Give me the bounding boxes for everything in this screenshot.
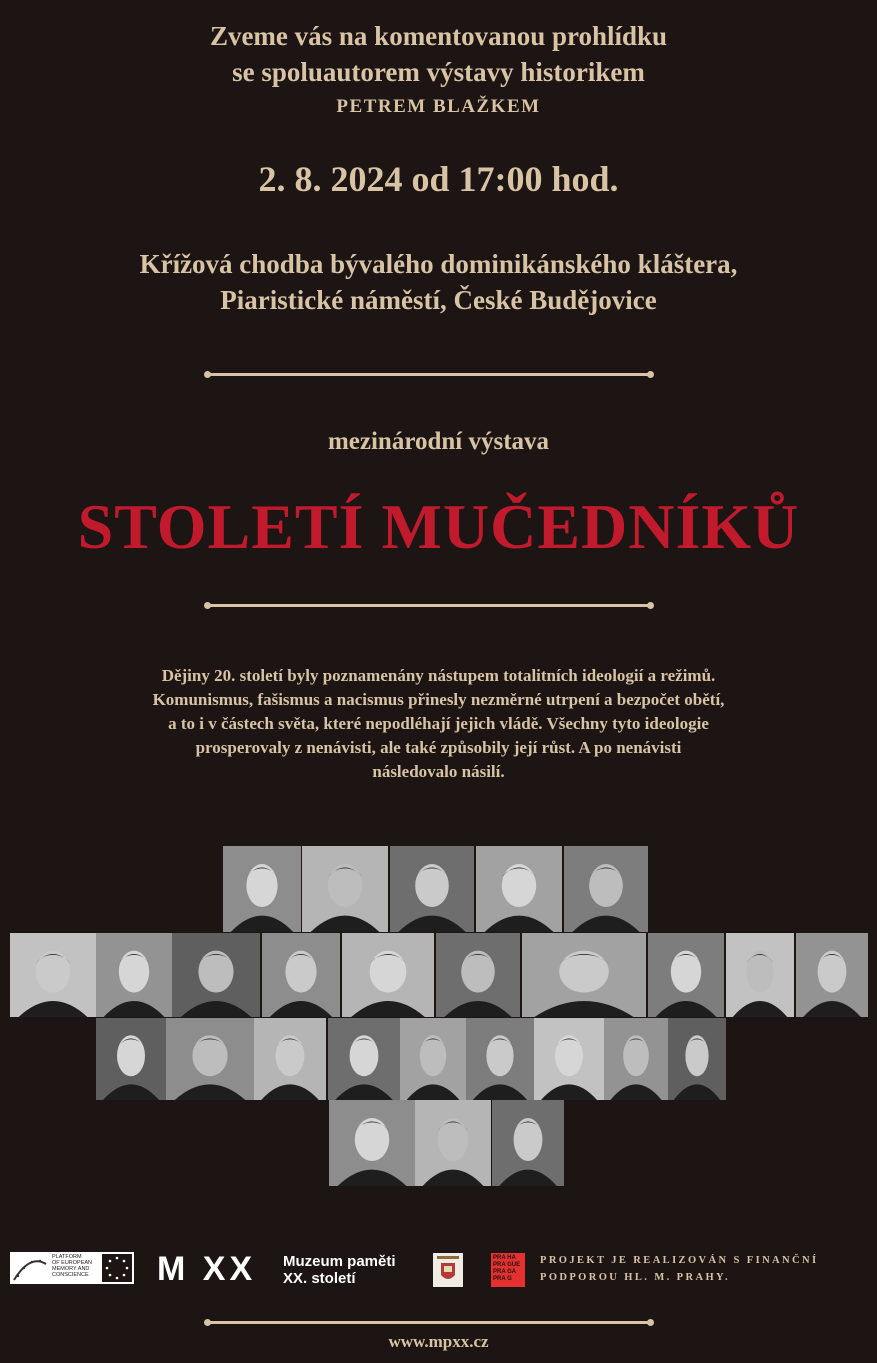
divider-middle: [207, 604, 651, 607]
portrait-photo: [522, 933, 646, 1017]
portrait-photo: [796, 933, 868, 1017]
portrait-photo: [390, 846, 474, 932]
description: [100, 664, 777, 784]
platform-arc-icon: [10, 1252, 50, 1284]
portrait-photo: [604, 1018, 668, 1100]
portrait-photo: [564, 846, 648, 932]
description-line: Dějiny 20. století byly poznamenány nástupem totalitních ideologií a režimů.: [161, 666, 716, 685]
invitation: [0, 18, 877, 124]
portrait-photo: [400, 1018, 466, 1100]
portrait-photo: [254, 1018, 326, 1100]
portrait-photo: [436, 933, 520, 1017]
place-line-2: Piaristické náměstí, České Budějovice: [220, 285, 657, 315]
portrait-photo: [415, 1100, 491, 1186]
place-line-1: Křížová chodba bývalého dominikánského kláštera,: [139, 249, 738, 279]
description-line: následovalo násilí.: [372, 762, 505, 781]
divider-top: [207, 373, 651, 376]
portrait-photo: [726, 933, 794, 1017]
portrait-photo: [10, 933, 96, 1017]
platform-logo: [10, 1252, 134, 1284]
event-place: [0, 246, 877, 318]
portrait-photo: [534, 1018, 604, 1100]
eu-stars-icon: [102, 1254, 132, 1282]
invitation-line-2: se spoluautorem výstavy historikem: [232, 57, 645, 87]
platform-text: PLATFORM OF EUROPEAN MEMORY AND CONSCIENCE: [52, 1254, 93, 1278]
portrait-photo: [492, 1100, 564, 1186]
exhibition-subtitle: mezinárodní výstava: [327, 428, 550, 455]
portrait-photo: [466, 1018, 534, 1100]
description-line: a to i v částech světa, které nepodléhají jejich vládě. Všechny tyto ideologie: [168, 714, 709, 733]
invitation-line-1: Zveme vás na komentovanou prohlídku: [209, 21, 668, 51]
portrait-photo: [172, 933, 260, 1017]
portrait-photo: [96, 933, 172, 1017]
website-url: www.mpxx.cz: [388, 1332, 489, 1351]
museum-logo-text: Muzeum paměti XX. století: [283, 1253, 396, 1287]
city-crest-icon: [433, 1253, 463, 1287]
portrait-photo: [328, 1018, 400, 1100]
portrait-photo: [302, 846, 388, 932]
partner-logos: [0, 1250, 877, 1290]
portrait-photo: [342, 933, 434, 1017]
portrait-photo: [648, 933, 724, 1017]
mxx-logo: M XX: [157, 1250, 257, 1288]
portrait-photo: [262, 933, 340, 1017]
portrait-photo: [476, 846, 562, 932]
portrait-photo: [96, 1018, 166, 1100]
praha-logo: PRA HA PRA GUE PRA GA PRA G: [491, 1253, 525, 1287]
portrait-photo: [668, 1018, 726, 1100]
portrait-photo: [223, 846, 301, 932]
portrait-photo: [166, 1018, 254, 1100]
description-line: prosperovaly z nenávisti, ale také způsobily její růst. A po nenávisti: [195, 738, 682, 757]
portrait-photo: [329, 1100, 415, 1186]
event-date: 2. 8. 2024 od 17:00 hod.: [258, 159, 619, 199]
divider-bottom: [207, 1321, 651, 1324]
exhibition-title: STOLETÍ MUČEDNÍKŮ: [77, 491, 800, 562]
description-line: Komunismus, fašismus a nacismus přinesly nezměrné utrpení a bezpočet obětí,: [152, 690, 725, 709]
funding-note: PROJEKT JE REALIZOVÁN S FINANČNÍ PODPOROU HL. M. PRAHY.: [540, 1255, 819, 1283]
guide-name: PETREM BLAŽKEM: [336, 96, 541, 117]
